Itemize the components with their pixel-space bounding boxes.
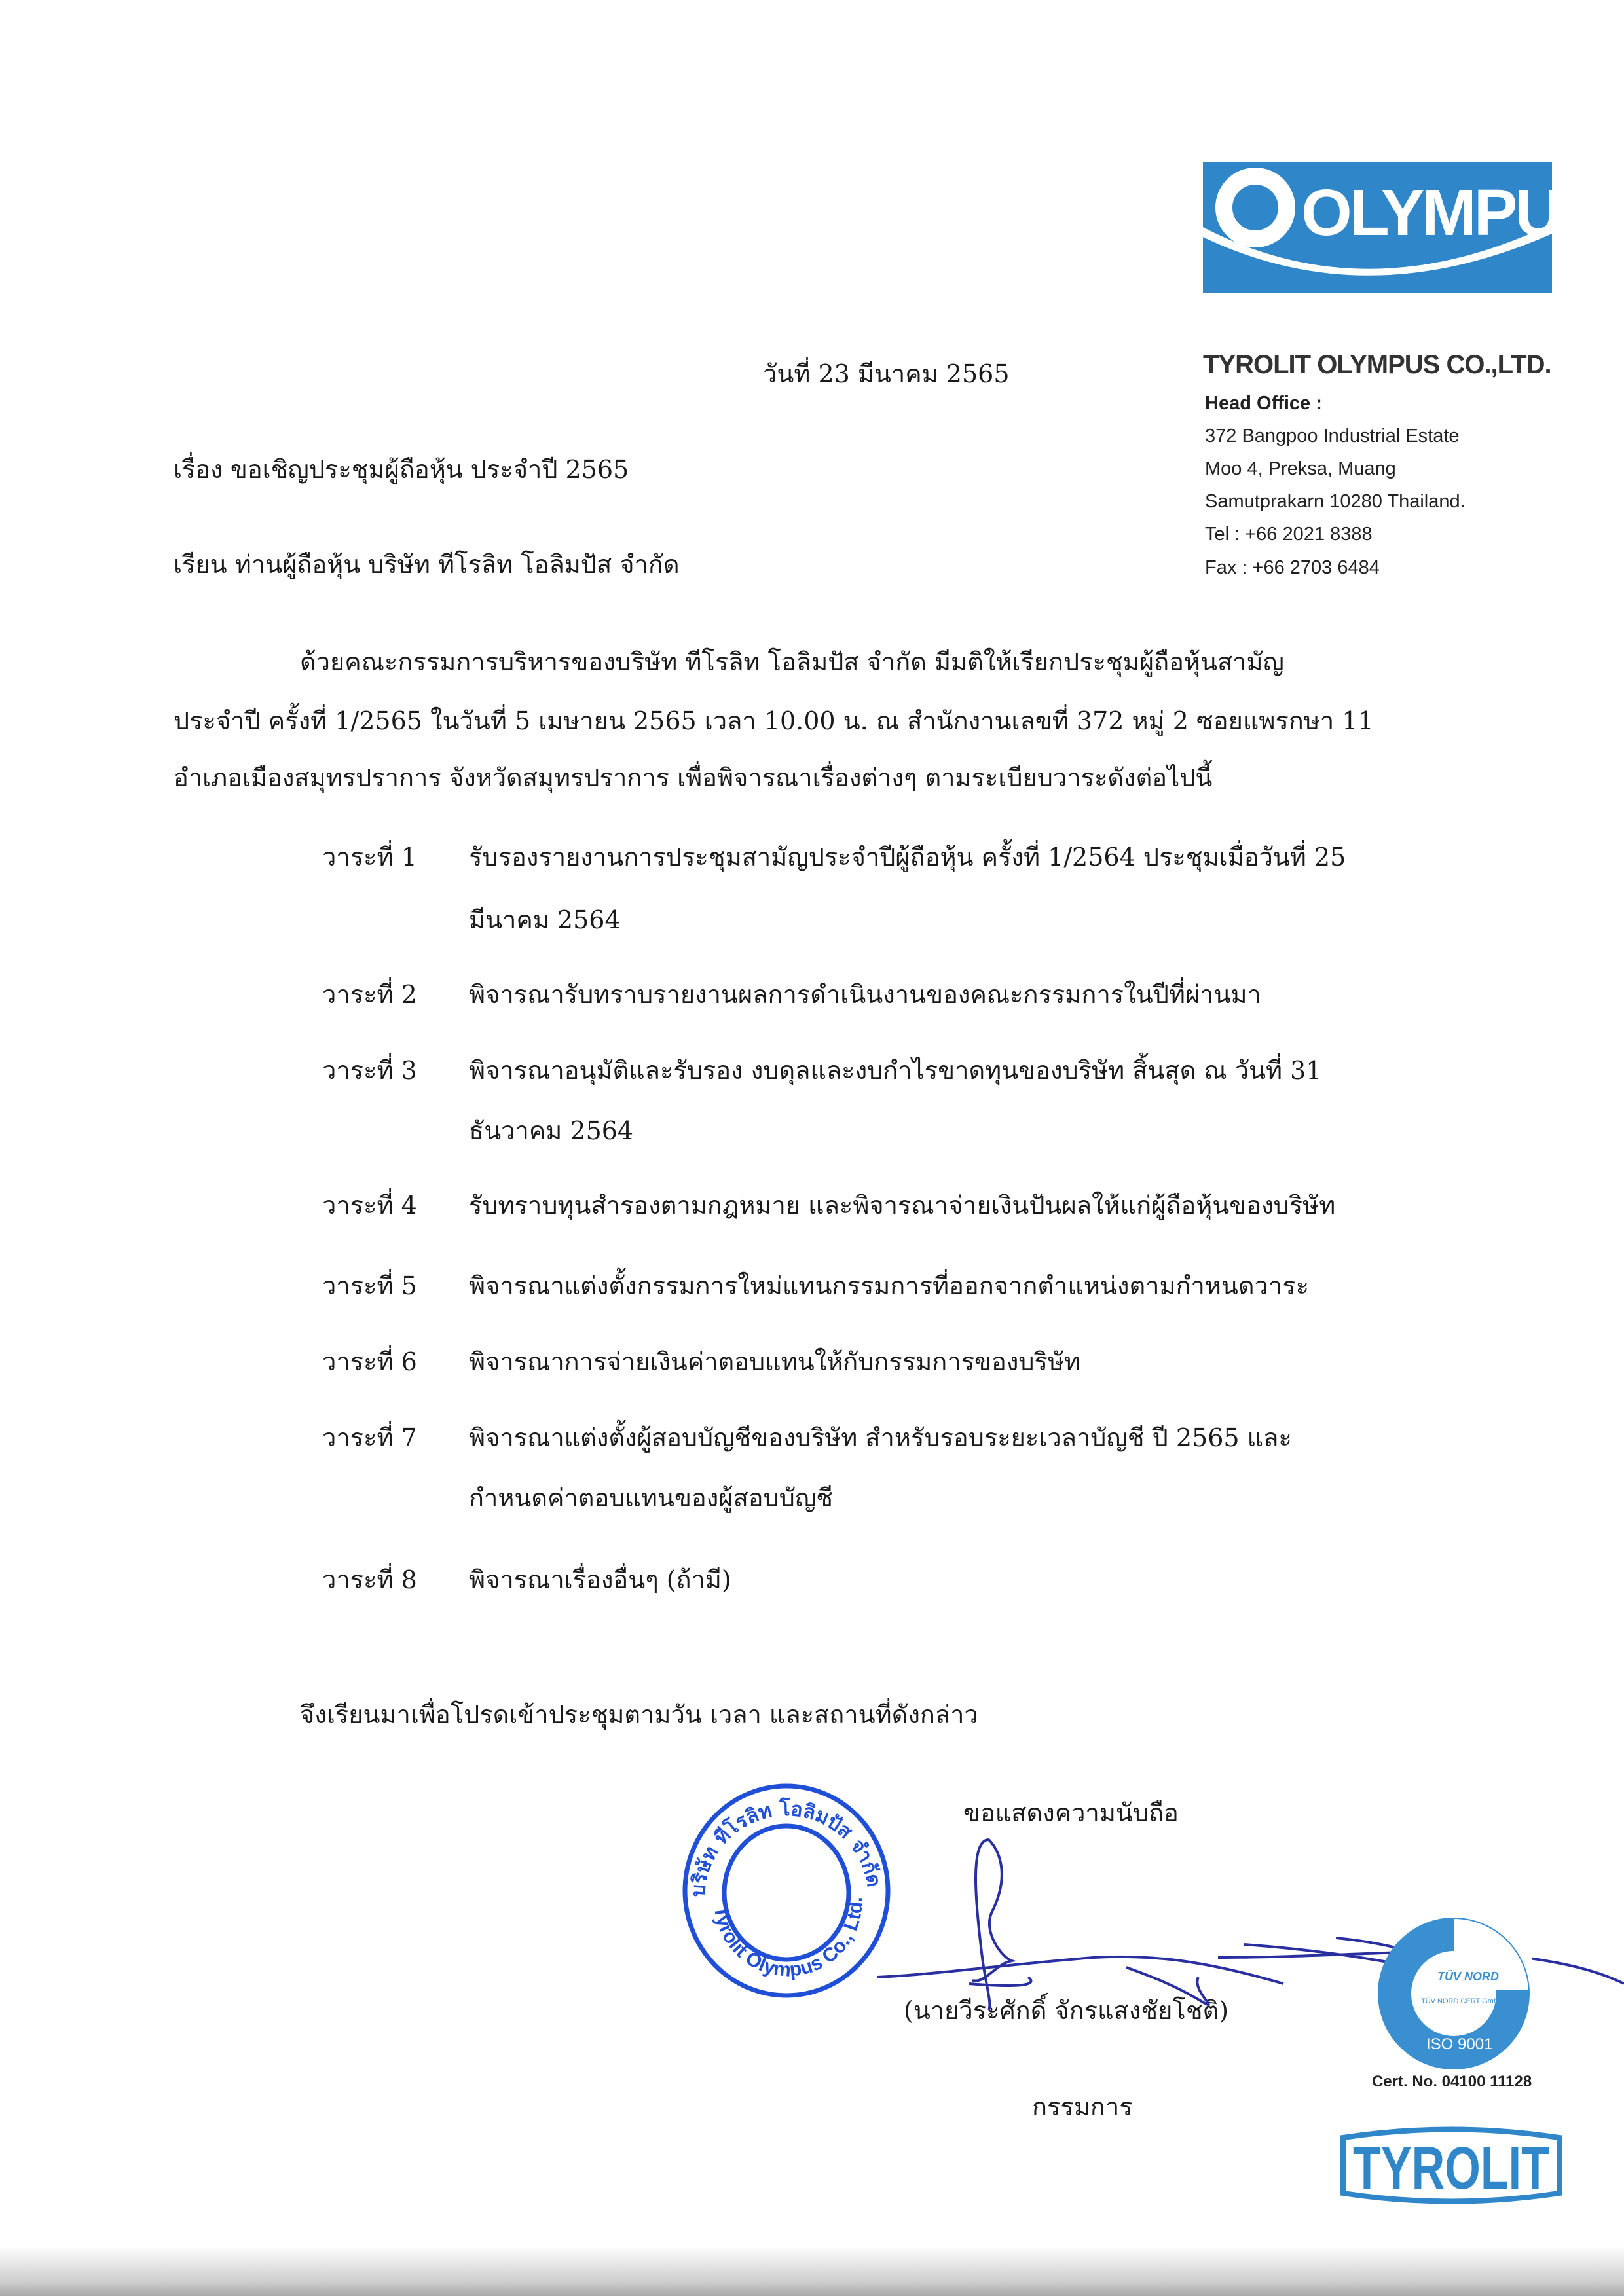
company-stamp	[678, 1783, 895, 1999]
body-line: อำเภอเมืองสมุทรปราการ จังหวัดสมุทรปราการ เพื่อพิจารณาเรื่องต่างๆ ตามระเบียบวาระดังต่อไปนี้	[174, 763, 1213, 792]
letter-date: วันที่ 23 มีนาคม 2565	[763, 359, 1010, 388]
agenda-label: วาระที่ 7	[322, 1423, 417, 1452]
fax-number: Fax : +66 2703 6484	[1205, 557, 1380, 578]
agenda-text: รับรองรายงานการประชุมสามัญประจำปีผู้ถือหุ้น ครั้งที่ 1/2564 ประชุมเมื่อวันที่ 25	[469, 843, 1346, 871]
cert-number: Cert. No. 04100 11128	[1372, 2073, 1532, 2090]
agenda-text: พิจารณาแต่งตั้งผู้สอบบัญชีของบริษัท สำหรับรอบระยะเวลาบัญชี ปี 2565 และ	[469, 1423, 1292, 1452]
address-line: Samutprakarn 10280 Thailand.	[1205, 491, 1466, 512]
agenda-text: กำหนดค่าตอบแทนของผู้สอบบัญชี	[469, 1484, 833, 1512]
body-line: ด้วยคณะกรรมการบริหารของบริษัท ทีโรลิท โอลิมปัส จำกัด มีมติให้เรียกประชุมผู้ถือหุ้นสามัญ	[300, 647, 1284, 676]
agenda-text: พิจารณาอนุมัติและรับรอง งบดุลและงบกำไรขาดทุนของบริษัท สิ้นสุด ณ วันที่ 31	[469, 1056, 1322, 1085]
letter-subject: เรื่อง ขอเชิญประชุมผู้ถือหุ้น ประจำปี 2565	[174, 455, 629, 484]
agenda-label: วาระที่ 4	[322, 1191, 417, 1220]
company-name: TYROLIT OLYMPUS CO.,LTD.	[1203, 350, 1551, 379]
agenda-label: วาระที่ 1	[322, 843, 417, 871]
address-line: 372 Bangpoo Industrial Estate	[1205, 426, 1460, 446]
badge-iso-text: ISO 9001	[1426, 2035, 1493, 2053]
tel-number: Tel : +66 2021 8388	[1205, 524, 1373, 545]
tyrolit-logo-text: TYROLIT	[1353, 2135, 1549, 2202]
agenda-label: วาระที่ 3	[322, 1056, 417, 1085]
svg-text:Tyrolit Olympus Co., Ltd.	[710, 1897, 867, 1981]
agenda-text: พิจารณาแต่งตั้งกรรมการใหม่แทนกรรมการที่ออกจากตำแหน่งตามกำหนดวาระ	[469, 1271, 1310, 1300]
agenda-text: พิจารณาเรื่องอื่นๆ (ถ้ามี)	[469, 1565, 731, 1594]
agenda-text: ธันวาคม 2564	[469, 1116, 634, 1145]
agenda-label: วาระที่ 6	[322, 1347, 417, 1376]
agenda-text: มีนาคม 2564	[469, 905, 621, 934]
agenda-text: พิจารณารับทราบรายงานผลการดำเนินงานของคณะกรรมการในปีที่ผ่านมา	[469, 980, 1261, 1009]
agenda-label: วาระที่ 5	[322, 1271, 417, 1300]
agenda-text: พิจารณาการจ่ายเงินค่าตอบแทนให้กับกรรมการของบริษัท	[469, 1347, 1081, 1376]
regards: ขอแสดงความนับถือ	[963, 1798, 1179, 1827]
logo-text: OLYMPUS	[1301, 176, 1601, 249]
signatory-name: (นายวีระศักดิ์ จักรแสงชัยโชติ)	[904, 1996, 1229, 2025]
head-office-label: Head Office :	[1205, 393, 1322, 414]
tuv-iso-badge	[1375, 1915, 1532, 2072]
body-line: ประจำปี ครั้งที่ 1/2565 ในวันที่ 5 เมษายน 2565 เวลา 10.00 น. ณ สำนักงานเลขที่ 372 หมู่ 2 ซอยแพรกษา 11	[174, 706, 1374, 735]
agenda-text: รับทราบทุนสำรองตามกฎหมาย และพิจารณาจ่ายเงินปันผลให้แก่ผู้ถือหุ้นของบริษัท	[469, 1191, 1336, 1220]
closing-line: จึงเรียนมาเพื่อโปรดเข้าประชุมตามวัน เวลา และสถานที่ดังกล่าว	[300, 1700, 978, 1729]
badge-top-text: TÜV NORD	[1437, 1970, 1499, 1983]
agenda-label: วาระที่ 8	[322, 1565, 417, 1594]
letter-recipient: เรียน ท่านผู้ถือหุ้น บริษัท ทีโรลิท โอลิมปัส จำกัด	[174, 550, 680, 579]
stamp-bottom-text: Tyrolit Olympus Co., Ltd.	[709, 1896, 867, 1981]
stamp-top-text: บริษัท ทีโรลิท โอลิมปัส จำกัด	[686, 1797, 886, 1898]
scan-edge-shadow	[0, 2246, 1624, 2296]
olympus-logo	[1203, 162, 1601, 293]
agenda-label: วาระที่ 2	[322, 980, 417, 1009]
badge-mid-text: TÜV NORD CERT GmbH	[1421, 1997, 1503, 2005]
tyrolit-logo	[1340, 2124, 1562, 2206]
address-line: Moo 4, Preksa, Muang	[1205, 458, 1396, 479]
signatory-title: กรรมการ	[1032, 2092, 1133, 2121]
